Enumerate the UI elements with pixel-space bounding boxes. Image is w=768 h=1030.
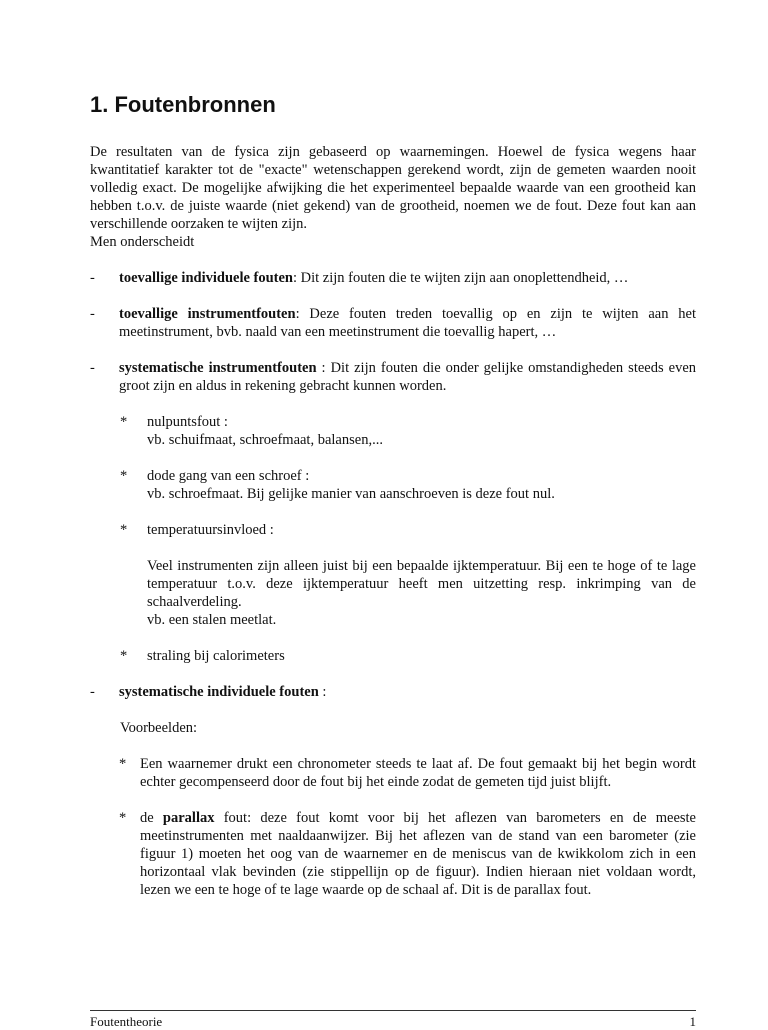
definition: : Dit zijn fouten die onder gelijke omstandigheden steeds even groot zijn en aldus in rekening gebracht kunnen worden. bbox=[119, 360, 697, 394]
page-title: 1. Foutenbronnen bbox=[90, 92, 276, 117]
asterisk-marker: * bbox=[120, 414, 128, 430]
list-item-toevallige-individuele-fouten bbox=[90, 269, 696, 287]
dash-marker: - bbox=[90, 306, 95, 322]
definition: : Dit zijn fouten die te wijten zijn aan onoplettendheid, … bbox=[293, 270, 629, 286]
sub-item-label: temperatuursinvloed : bbox=[147, 522, 274, 538]
sub-item-label: straling bij calorimeters bbox=[147, 648, 285, 664]
list-item-systematische-instrumentfouten bbox=[90, 359, 696, 395]
sub-item-straling bbox=[90, 647, 696, 665]
sub-item-example: vb. schroefmaat. Bij gelijke manier van aanschroeven is deze fout nul. bbox=[147, 486, 555, 502]
sub-item-label: dode gang van een schroef : bbox=[147, 468, 310, 484]
asterisk-marker: * bbox=[119, 756, 127, 772]
definition: : bbox=[318, 684, 327, 700]
term: toevallige instrumentfouten bbox=[119, 306, 296, 322]
temperature-example: vb. een stalen meetlat. bbox=[147, 612, 277, 628]
term: systematische instrumentfouten bbox=[119, 360, 317, 376]
example-text bbox=[140, 809, 696, 899]
example-text: Een waarnemer drukt een chronometer steeds te laat af. De fout gemaakt bij het begin wordt echter gecompenseerd door de fout bij het einde zodat de gemeten tijd juist blijft. bbox=[140, 756, 696, 790]
dash-marker: - bbox=[90, 684, 95, 700]
sub-item-temperatuursinvloed bbox=[90, 521, 696, 539]
term-parallax: parallax bbox=[162, 810, 215, 826]
dash-marker: - bbox=[90, 270, 95, 286]
asterisk-marker: * bbox=[120, 648, 128, 664]
sub-item-label: nulpuntsfout : bbox=[147, 414, 228, 430]
asterisk-marker: * bbox=[119, 810, 127, 826]
example-parallax bbox=[90, 809, 696, 899]
term: systematische individuele fouten bbox=[119, 684, 319, 700]
dash-marker: - bbox=[90, 360, 95, 376]
footer-title: Foutentheorie bbox=[90, 1014, 163, 1029]
example-prefix: de bbox=[140, 810, 163, 826]
document-body bbox=[90, 143, 696, 899]
sub-item-example: vb. schuifmaat, schroefmaat, balansen,... bbox=[147, 432, 383, 448]
sub-item-nulpuntsfout bbox=[90, 413, 696, 449]
page-number: 1 bbox=[689, 1014, 696, 1029]
example-chronometer bbox=[90, 755, 696, 791]
intro-lead: Men onderscheidt bbox=[90, 234, 195, 250]
list-item-systematische-individuele-fouten bbox=[90, 683, 696, 701]
temperature-explanation: Veel instrumenten zijn alleen juist bij een bepaalde ijktemperatuur. Bij een te hoge of te lage temperatuur t.o.v. deze ijktemperatuur heeft men uitzetting resp. inkrimping van de schaalverdeling. bbox=[147, 558, 696, 610]
examples-heading: Voorbeelden: bbox=[120, 720, 198, 736]
definition: : Deze fouten treden toevallig op en zijn te wijten aan het meetinstrument, bvb. naald van een meetinstrument die toevallig hapert, … bbox=[119, 306, 696, 340]
asterisk-marker: * bbox=[120, 522, 128, 538]
asterisk-marker: * bbox=[120, 468, 128, 484]
example-body: fout: deze fout komt voor bij het aflezen van barometers en de meeste meetinstrumenten met naaldaanwijzer. Bij het aflezen van de stand van een barometer (zie figuur 1) moeten het oog van de waarnemer en de meniscus van de kwikkolom zich in een horizontaal vlak bevinden (zie stippellijn op de figuur). Indien hieraan niet voldaan wordt, lezen we een te hoge of te lage waarde op de schaal af. Dit is de parallax fout. bbox=[140, 810, 696, 898]
sub-item-dode-gang bbox=[90, 467, 696, 503]
intro-paragraph: De resultaten van de fysica zijn gebaseerd op waarnemingen. Hoewel de fysica wegens haar kwantitatief karakter tot de "exacte" wetenschappen gerekend wordt, zijn de gemeten waarden nooit volledig exact. De mogelijke afwijking die het experimenteel bepaalde waarde van een grootheid kan hebben t.o.v. de juiste waarde (niet gekend) van de grootheid, noemen we de fout. Deze fout kan aan verschillende oorzaken te wijten zijn. bbox=[90, 144, 696, 232]
term: toevallige individuele fouten bbox=[119, 270, 293, 286]
list-item-toevallige-instrumentfouten bbox=[90, 305, 696, 341]
page-footer bbox=[90, 1010, 696, 1029]
